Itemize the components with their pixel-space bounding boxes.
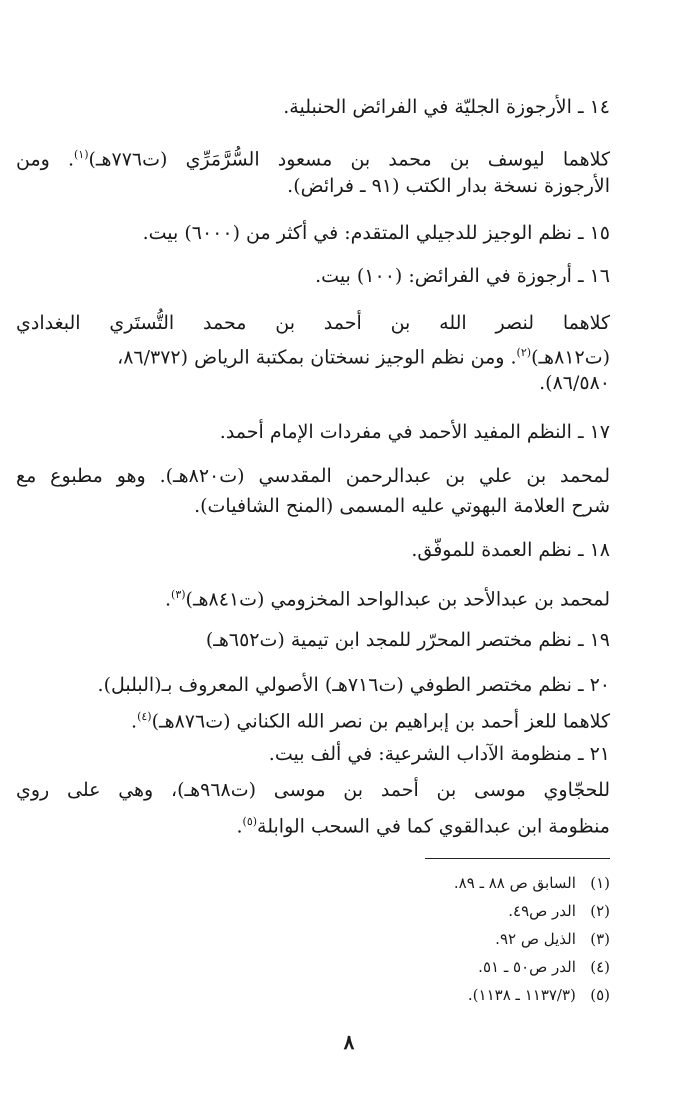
- items-15-16-author-line-3: ٨٦/٥٨٠).: [539, 372, 610, 394]
- item-14-author-line-1: كلاهما ليوسف بن محمد بن مسعود السُّرَّمَرِّي (ت٧٧٦هـ)$^{(١)}$. ومن: [16, 148, 610, 171]
- footnote-2: (٢) الدر ص٤٩.: [508, 902, 610, 920]
- item-17-author-line-1: لمحمد بن علي بن عبدالرحمن المقدسي (ت٨٢٠هـ). وهو مطبوع مع: [16, 465, 610, 487]
- item-20-heading: ٢٠ ـ نظم مختصر الطوفي (ت٧١٦هـ) الأصولي المعروف بـ(البلبل).: [97, 674, 610, 696]
- footnote-5: (٥) (١١٣٧/٣ ـ ١١٣٨).: [467, 986, 610, 1004]
- item-21-author-line-1: للحجّاوي موسى بن أحمد بن موسى (ت٩٦٨هـ)، وهي على روي: [16, 779, 611, 801]
- item-18-heading: ١٨ ـ نظم العمدة للموفّق.: [411, 539, 610, 561]
- item-14-author-line-2: الأرجوزة نسخة بدار الكتب (٩١ ـ فرائض).: [287, 175, 610, 197]
- footnote-marker-3: (٣): [171, 588, 186, 601]
- footnote-marker-2: (٢): [516, 346, 532, 359]
- footnote-divider: [425, 858, 610, 859]
- items-19-20-author-line: كلاهما للعز أحمد بن إبراهيم بن نصر الله الكناني (ت٨٧٦هـ)$^{(٤)}$.: [131, 710, 610, 733]
- item-15-heading: ١٥ ـ نظم الوجيز للدجيلي المتقدم: في أكثر من (٦٠٠٠) بيت.: [142, 222, 610, 244]
- item-19-heading: ١٩ ـ نظم مختصر المحرّر للمجد ابن تيمية (ت٦٥٢هـ): [205, 629, 610, 651]
- footnote-3: (٣) الذيل ص ٩٢.: [495, 930, 610, 948]
- footnote-marker-4: (٤): [137, 710, 152, 723]
- item-21-heading: ٢١ ـ منظومة الآداب الشرعية: في ألف بيت.: [268, 743, 610, 765]
- item-21-author-line-2: منظومة ابن عبدالقوي كما في السحب الوابلة$^{(٥)}$.: [236, 815, 610, 838]
- footnote-marker-1: (١): [74, 148, 89, 161]
- footnote-4: (٤) الدر ص٥٠ ـ ٥١.: [478, 958, 610, 976]
- item-14-heading: ١٤ ـ الأرجوزة الجليّة في الفرائض الحنبلية.: [283, 96, 610, 118]
- items-15-16-author-line-1: كلاهما لنصر الله بن أحمد بن محمد التُّستَري البغدادي: [16, 312, 610, 334]
- item-17-heading: ١٧ ـ النظم المفيد الأحمد في مفردات الإمام أحمد.: [219, 421, 610, 443]
- items-15-16-author-line-2: (ت٨١٢هـ)$^{(٢)}$. ومن نظم الوجيز نسختان بمكتبة الرياض (٨٦/٣٧٢،: [117, 346, 610, 369]
- item-17-author-line-2: شرح العلامة البهوتي عليه المسمى (المنح الشافيات).: [194, 495, 610, 517]
- item-16-heading: ١٦ ـ أرجوزة في الفرائض: (١٠٠) بيت.: [315, 265, 610, 287]
- item-18-author-line: لمحمد بن عبدالأحد بن عبدالواحد المخزومي (ت٨٤١هـ)$^{(٣)}$.: [164, 588, 610, 611]
- footnote-1: (١) السابق ص ٨٨ ـ ٨٩.: [453, 874, 610, 892]
- page-number: ٨: [343, 1030, 355, 1054]
- footnote-marker-5: (٥): [242, 815, 258, 828]
